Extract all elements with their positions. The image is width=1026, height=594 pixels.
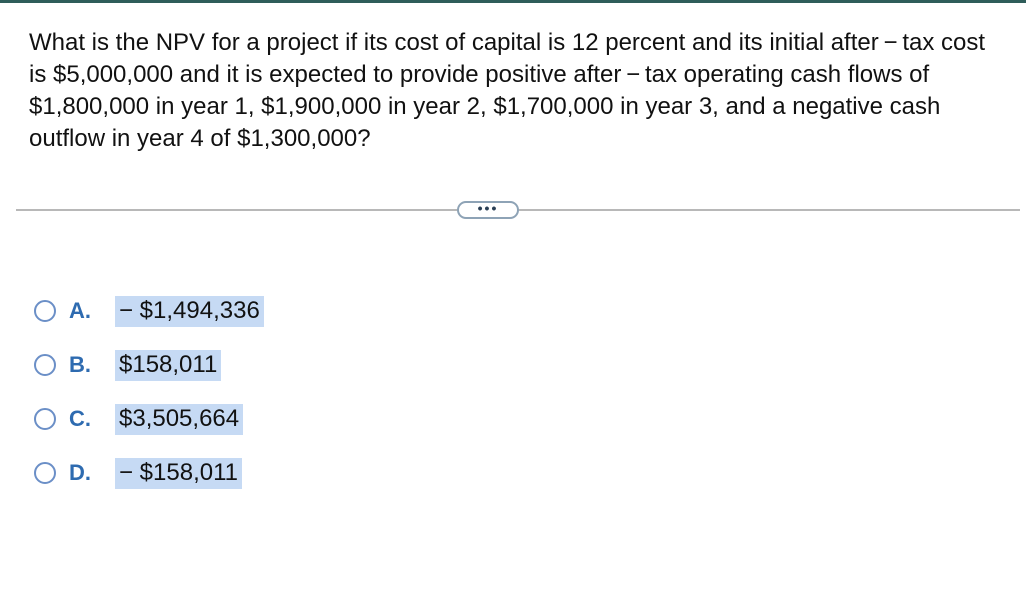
choice-b[interactable] <box>34 338 264 392</box>
radio-button-a[interactable] <box>34 300 56 322</box>
choice-letter-a: A. <box>69 298 91 323</box>
choice-letter-b: B. <box>69 352 91 377</box>
radio-button-c[interactable] <box>34 408 56 430</box>
radio-button-b[interactable] <box>34 354 56 376</box>
choice-text-a: − $1,494,336 <box>115 296 264 327</box>
choice-text-c: $3,505,664 <box>115 404 243 435</box>
expand-more-button[interactable] <box>457 201 519 219</box>
choice-letter-c: C. <box>69 406 91 431</box>
question-text: What is the NPV for a project if its cost of capital is 12 percent and its initial after − tax cost is $5,000,000 and it is expected to provide positive after − tax operating cash flows of $1,800,000 in year 1, $1,900,000 in year 2, $1,700,000 in year 3, and a negative cash outflow in year 4 of $1,300,000? <box>29 29 986 152</box>
more-dots-icon: ••• <box>477 199 499 216</box>
choice-c[interactable] <box>34 392 264 446</box>
choice-text-d: − $158,011 <box>115 458 242 489</box>
choice-letter-d: D. <box>69 460 91 485</box>
choice-text-b: $158,011 <box>115 350 221 381</box>
answer-choices <box>34 284 264 500</box>
choice-a[interactable] <box>34 284 264 338</box>
top-accent-bar <box>0 0 1026 3</box>
choice-d[interactable] <box>34 446 264 500</box>
radio-button-d[interactable] <box>34 462 56 484</box>
